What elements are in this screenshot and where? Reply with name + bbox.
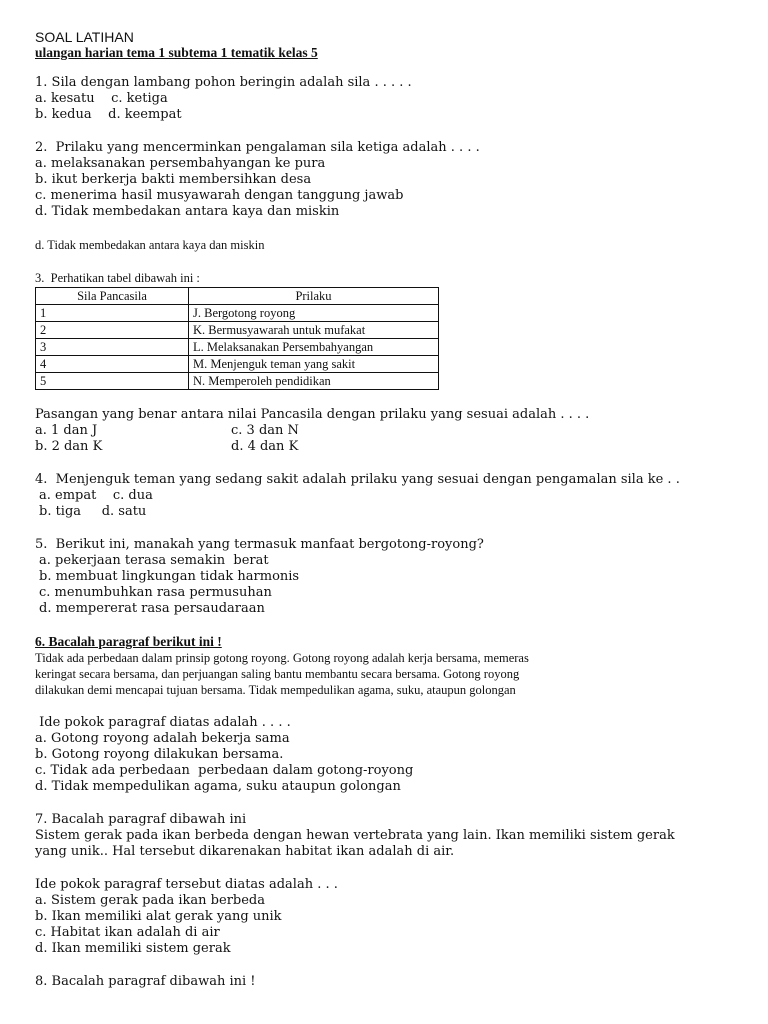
question-7 bbox=[35, 812, 735, 957]
question-4-text: 4. Menjenguk teman yang sedang sakit adalah prilaku yang sesuai dengan pengamalan sila ke . . bbox=[35, 472, 680, 487]
table-header-cell: Sila Pancasila bbox=[36, 288, 189, 305]
question-7-paragraph-line: Sistem gerak pada ikan berbeda dengan hewan vertebrata yang lain. Ikan memiliki sistem gerak bbox=[35, 828, 675, 843]
question-7-heading: 7. Bacalah paragraf dibawah ini bbox=[35, 812, 247, 827]
question-3-option: c. 3 dan N bbox=[231, 423, 299, 438]
table-row bbox=[36, 339, 439, 356]
question-4-option: a. empat c. dua bbox=[39, 488, 153, 503]
question-2-text: 2. Prilaku yang mencerminkan pengalaman sila ketiga adalah . . . . bbox=[35, 140, 480, 155]
table-row bbox=[36, 373, 439, 390]
question-2-option: a. melaksanakan persembahyangan ke pura bbox=[35, 156, 326, 171]
question-5-option: b. membuat lingkungan tidak harmonis bbox=[39, 569, 300, 584]
question-7-option: b. Ikan memiliki alat gerak yang unik bbox=[35, 909, 282, 924]
question-6-paragraph-line: keringat secara bersama, dan perjuangan saling bantu membantu secara bersama. Gotong royong bbox=[35, 667, 520, 681]
question-6-text: Ide pokok paragraf diatas adalah . . . . bbox=[35, 715, 291, 730]
worksheet-page bbox=[35, 29, 735, 990]
question-1-text: 1. Sila dengan lambang pohon beringin adalah sila . . . . . bbox=[35, 75, 412, 90]
question-5-option: c. menumbuhkan rasa permusuhan bbox=[39, 585, 272, 600]
question-3-option-row bbox=[35, 423, 735, 439]
question-7-option: a. Sistem gerak pada ikan berbeda bbox=[35, 893, 266, 908]
doc-title: SOAL LATIHAN bbox=[35, 29, 134, 45]
question-1-option: b. kedua d. keempat bbox=[35, 107, 182, 122]
question-5-option: a. pekerjaan terasa semakin berat bbox=[39, 553, 269, 568]
question-2-option: d. Tidak membedakan antara kaya dan miskin bbox=[35, 204, 340, 219]
question-3-option: d. 4 dan K bbox=[231, 439, 299, 454]
table-row bbox=[36, 322, 439, 339]
question-4 bbox=[35, 472, 735, 520]
question-8 bbox=[35, 974, 735, 990]
table-cell: 3 bbox=[36, 339, 189, 356]
question-1-option: a. kesatu c. ketiga bbox=[35, 91, 168, 106]
question-7-option: c. Habitat ikan adalah di air bbox=[35, 925, 220, 940]
question-6 bbox=[35, 634, 735, 795]
doc-subtitle: ulangan harian tema 1 subtema 1 tematik kelas 5 bbox=[35, 45, 318, 60]
table-cell: J. Bergotong royong bbox=[189, 305, 439, 322]
table-cell: L. Melaksanakan Persembahyangan bbox=[189, 339, 439, 356]
question-5 bbox=[35, 537, 735, 617]
question-2 bbox=[35, 140, 735, 253]
table-header-row bbox=[36, 288, 439, 305]
question-6-option: b. Gotong royong dilakukan bersama. bbox=[35, 747, 284, 762]
question-5-option: d. mempererat rasa persaudaraan bbox=[39, 601, 265, 616]
question-6-option: a. Gotong royong adalah bekerja sama bbox=[35, 731, 290, 746]
question-7-option: d. Ikan memiliki sistem gerak bbox=[35, 941, 231, 956]
table-cell: 1 bbox=[36, 305, 189, 322]
question-2-option: b. ikut berkerja bakti membersihkan desa bbox=[35, 172, 312, 187]
question-2-repeat-line: d. Tidak membedakan antara kaya dan miskin bbox=[35, 238, 265, 252]
question-5-text: 5. Berikut ini, manakah yang termasuk manfaat bergotong-royong? bbox=[35, 537, 484, 552]
table-cell: 5 bbox=[36, 373, 189, 390]
question-6-option: d. Tidak mempedulikan agama, suku ataupun golongan bbox=[35, 779, 401, 794]
question-6-option: c. Tidak ada perbedaan perbedaan dalam gotong-royong bbox=[35, 763, 414, 778]
table-cell: N. Memperoleh pendidikan bbox=[189, 373, 439, 390]
table-cell: M. Menjenguk teman yang sakit bbox=[189, 356, 439, 373]
table-row bbox=[36, 356, 439, 373]
table-cell: 4 bbox=[36, 356, 189, 373]
question-3-text: Pasangan yang benar antara nilai Pancasila dengan prilaku yang sesuai adalah . . . . bbox=[35, 407, 590, 422]
table-row bbox=[36, 305, 439, 322]
question-6-heading: 6. Bacalah paragraf berikut ini ! bbox=[35, 634, 222, 649]
question-3-intro: 3. Perhatikan tabel dibawah ini : bbox=[35, 271, 200, 285]
question-6-paragraph-line: Tidak ada perbedaan dalam prinsip gotong royong. Gotong royong adalah kerja bersama, memeras bbox=[35, 651, 529, 665]
question-3-option: a. 1 dan J bbox=[35, 423, 98, 438]
table-header-cell: Prilaku bbox=[189, 288, 439, 305]
question-7-paragraph-line: yang unik.. Hal tersebut dikarenakan habitat ikan adalah di air. bbox=[35, 844, 455, 859]
question-4-option: b. tiga d. satu bbox=[39, 504, 147, 519]
question-6-paragraph-line: dilakukan demi mencapai tujuan bersama. Tidak mempedulikan agama, suku, ataupun golongan bbox=[35, 683, 516, 697]
question-2-option: c. menerima hasil musyawarah dengan tanggung jawab bbox=[35, 188, 404, 203]
question-7-text: Ide pokok paragraf tersebut diatas adalah . . . bbox=[35, 877, 338, 892]
question-3-option-row bbox=[35, 439, 735, 455]
question-3 bbox=[35, 270, 735, 455]
question-3-option: b. 2 dan K bbox=[35, 439, 103, 454]
question-8-heading: 8. Bacalah paragraf dibawah ini ! bbox=[35, 974, 256, 989]
pancasila-table bbox=[35, 287, 439, 390]
table-cell: 2 bbox=[36, 322, 189, 339]
question-1 bbox=[35, 75, 735, 123]
table-cell: K. Bermusyawarah untuk mufakat bbox=[189, 322, 439, 339]
